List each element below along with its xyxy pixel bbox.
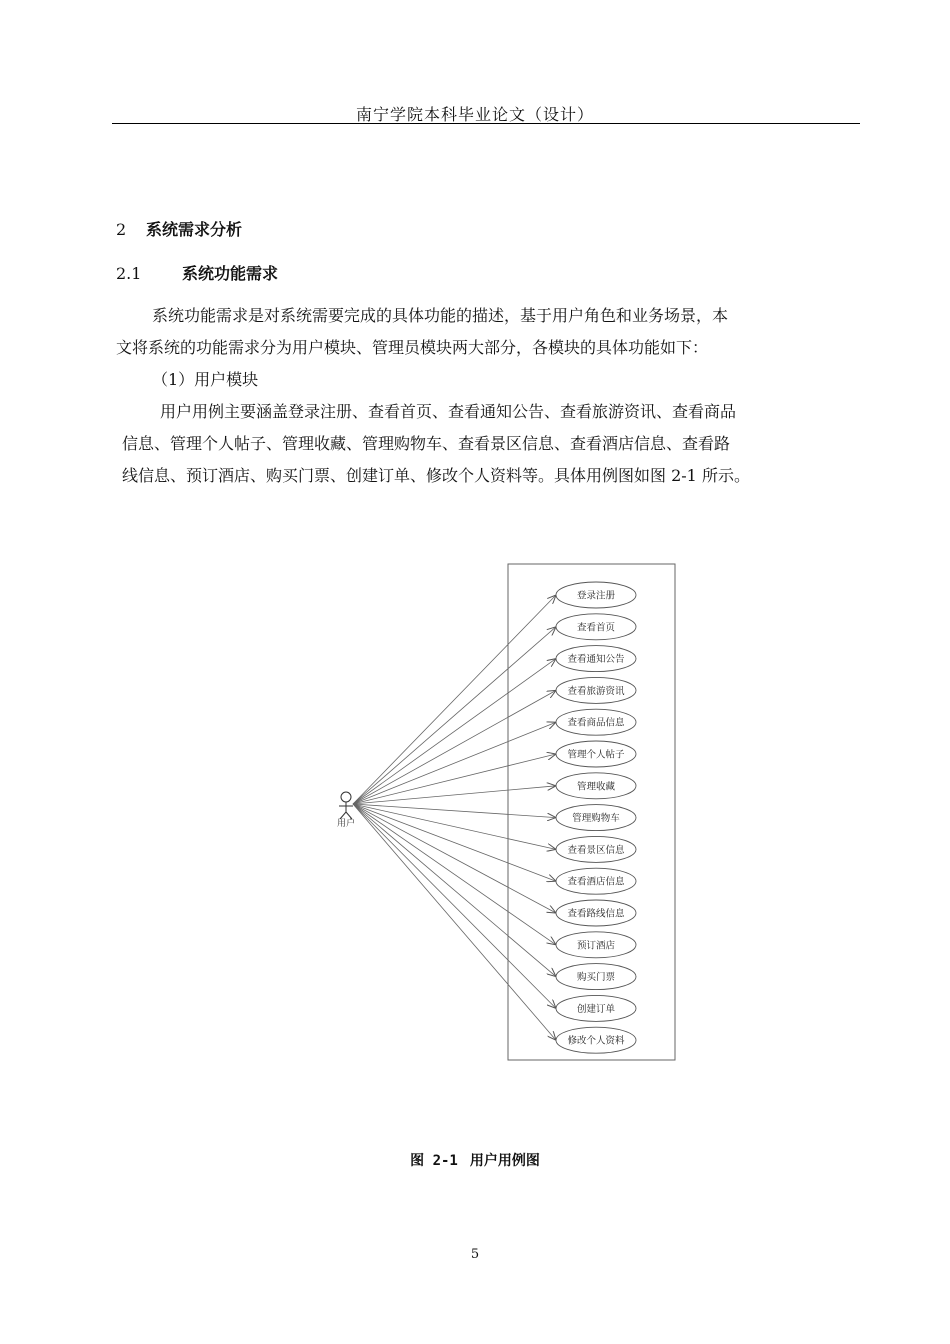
association-arrow <box>353 722 556 804</box>
association-arrow <box>353 690 556 804</box>
list-item-user-module: （1）用户模块 <box>152 370 259 389</box>
section-heading <box>116 217 242 240</box>
use-case-label: 查看商品信息 <box>567 717 625 729</box>
use-case-diagram <box>330 560 690 1065</box>
use-case-label: 查看路线信息 <box>567 908 625 920</box>
actor-right-leg <box>346 812 352 819</box>
use-case <box>556 614 636 640</box>
association-arrow <box>353 627 556 804</box>
figure-label: 图 2-1 <box>410 1153 458 1169</box>
actor-head <box>341 792 351 802</box>
use-case <box>556 995 636 1021</box>
use-case-label: 登录注册 <box>576 590 616 602</box>
use-case <box>556 1027 636 1053</box>
header-rule <box>112 123 860 124</box>
use-case-diagram-svg <box>330 560 690 1065</box>
use-case-label: 管理收藏 <box>576 781 616 793</box>
use-case-label: 管理购物车 <box>572 813 620 825</box>
actor-label: 用户 <box>336 819 356 829</box>
use-case <box>556 964 636 990</box>
use-case-label: 购买门票 <box>576 972 616 984</box>
use-case-label: 查看旅游资讯 <box>567 685 625 697</box>
use-case-label: 管理个人帖子 <box>567 749 625 761</box>
use-case <box>556 677 636 703</box>
association-arrow <box>353 804 556 977</box>
page-number: 5 <box>470 1247 480 1262</box>
use-case <box>556 900 636 926</box>
section-title: 系统需求分析 <box>146 220 243 239</box>
use-case <box>556 773 636 799</box>
figure-title: 用户用例图 <box>469 1153 540 1169</box>
association-arrow <box>353 754 556 804</box>
use-case <box>556 582 636 608</box>
use-case <box>556 741 636 767</box>
use-case-label: 查看通知公告 <box>567 654 625 666</box>
association-arrow <box>353 786 556 804</box>
running-header: 南宁学院本科毕业论文（设计） <box>355 105 594 124</box>
association-arrow <box>353 804 556 1040</box>
association-arrow <box>353 659 556 804</box>
subsection-heading <box>116 261 278 284</box>
actor-left-leg <box>340 812 346 819</box>
use-case <box>556 709 636 735</box>
use-case-label: 查看景区信息 <box>567 844 625 856</box>
user-line-3: 线信息、预订酒店、购买门票、创建订单、修改个人资料等。具体用例图如图 2-1 所示。 <box>122 466 750 485</box>
association-arrow <box>353 804 556 945</box>
use-case-label: 修改个人资料 <box>567 1035 625 1047</box>
use-case <box>556 646 636 672</box>
use-case-label: 预订酒店 <box>576 940 616 952</box>
use-case <box>556 932 636 958</box>
user-line-1: 用户用例主要涵盖登录注册、查看首页、查看通知公告、查看旅游资讯、查看商品 <box>160 402 737 421</box>
association-arrow <box>353 804 556 913</box>
association-arrow <box>353 595 556 804</box>
use-case-label: 创建订单 <box>576 1003 616 1015</box>
user-line-2: 信息、管理个人帖子、管理收藏、管理购物车、查看景区信息、查看酒店信息、查看路 <box>122 434 731 453</box>
intro-line-1: 系统功能需求是对系统需要完成的具体功能的描述，基于用户角色和业务场景，本 <box>152 306 729 325</box>
use-case <box>556 805 636 831</box>
actor-figure <box>337 792 355 829</box>
subsection-title: 系统功能需求 <box>182 264 279 283</box>
intro-line-2: 文将系统的功能需求分为用户模块、管理员模块两大部分，各模块的具体功能如下： <box>116 338 709 357</box>
use-case-label: 查看首页 <box>576 622 616 634</box>
use-case-label: 查看酒店信息 <box>567 876 625 888</box>
figure-caption <box>0 1150 950 1170</box>
use-case <box>556 836 636 862</box>
subsection-number: 2.1 <box>116 264 142 283</box>
section-number: 2 <box>116 220 127 239</box>
association-arrow <box>353 804 556 1008</box>
use-case <box>556 868 636 894</box>
